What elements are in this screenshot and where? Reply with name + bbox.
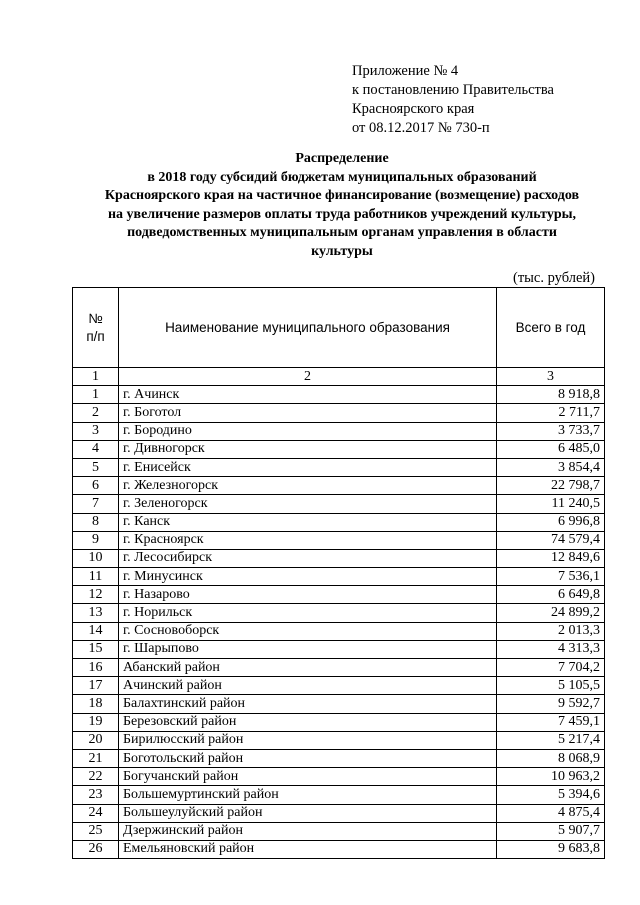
table-row <box>73 768 605 786</box>
table-row <box>73 386 605 404</box>
header-number <box>73 288 119 368</box>
table-row <box>73 677 605 695</box>
row-number: 6 <box>73 477 119 495</box>
table-row <box>73 440 605 458</box>
row-total: 5 217,4 <box>497 731 605 749</box>
row-total: 4 313,3 <box>497 640 605 658</box>
row-total: 6 485,0 <box>497 440 605 458</box>
row-name: Дзержинский район <box>119 822 497 840</box>
table-header-row <box>73 288 605 368</box>
table-row <box>73 586 605 604</box>
row-number: 20 <box>73 731 119 749</box>
title-line: подведомственных муниципальным органам управления в области <box>127 225 557 240</box>
row-total: 8 918,8 <box>497 386 605 404</box>
row-number: 25 <box>73 822 119 840</box>
table-row <box>73 622 605 640</box>
row-name: Березовский район <box>119 713 497 731</box>
row-name: г. Шарыпово <box>119 640 497 658</box>
row-total: 10 963,2 <box>497 768 605 786</box>
appendix-line: от 08.12.2017 № 730-п <box>352 120 490 136</box>
row-name: г. Енисейск <box>119 458 497 476</box>
row-name: г. Боготол <box>119 404 497 422</box>
row-number: 17 <box>73 677 119 695</box>
row-name: Ачинский район <box>119 677 497 695</box>
row-name: Емельяновский район <box>119 840 497 858</box>
row-number: 4 <box>73 440 119 458</box>
row-total: 6 996,8 <box>497 513 605 531</box>
row-name: Боготольский район <box>119 749 497 767</box>
row-total: 24 899,2 <box>497 604 605 622</box>
table-row <box>73 695 605 713</box>
table-row <box>73 568 605 586</box>
column-number: 1 <box>73 368 119 386</box>
row-name: г. Бородино <box>119 422 497 440</box>
row-total: 4 875,4 <box>497 804 605 822</box>
row-name: г. Лесосибирск <box>119 549 497 567</box>
row-name: г. Назарово <box>119 586 497 604</box>
row-name: г. Норильск <box>119 604 497 622</box>
appendix-line: Приложение № 4 <box>352 63 459 79</box>
row-total: 3 733,7 <box>497 422 605 440</box>
row-total: 74 579,4 <box>497 531 605 549</box>
table-row <box>73 495 605 513</box>
table-row <box>73 640 605 658</box>
row-name: г. Сосновоборск <box>119 622 497 640</box>
row-number: 16 <box>73 659 119 677</box>
table-row <box>73 604 605 622</box>
row-number: 8 <box>73 513 119 531</box>
row-name: г. Канск <box>119 513 497 531</box>
appendix-line: к постановлению Правительства <box>352 82 554 98</box>
table-row <box>73 404 605 422</box>
appendix-block <box>352 62 554 138</box>
row-number: 9 <box>73 531 119 549</box>
row-number: 5 <box>73 458 119 476</box>
row-total: 6 649,8 <box>497 586 605 604</box>
row-total: 7 536,1 <box>497 568 605 586</box>
row-number: 26 <box>73 840 119 858</box>
table-row <box>73 786 605 804</box>
row-name: г. Минусинск <box>119 568 497 586</box>
row-number: 1 <box>73 386 119 404</box>
row-total: 3 854,4 <box>497 458 605 476</box>
table-row <box>73 549 605 567</box>
row-name: Большеулуйский район <box>119 804 497 822</box>
row-total: 8 068,9 <box>497 749 605 767</box>
row-number: 2 <box>73 404 119 422</box>
header-total: Всего в год <box>497 288 605 368</box>
row-total: 2 711,7 <box>497 404 605 422</box>
table-row <box>73 513 605 531</box>
table-row <box>73 840 605 858</box>
row-number: 24 <box>73 804 119 822</box>
row-total: 5 394,6 <box>497 786 605 804</box>
header-number-symbol: № <box>88 310 103 326</box>
title-line: Распределение <box>295 151 389 166</box>
row-total: 5 907,7 <box>497 822 605 840</box>
header-number-pp: п/п <box>86 328 105 344</box>
units-label: (тыс. рублей) <box>513 270 595 286</box>
title-line: Красноярского края на частичное финансирование (возмещение) расходов <box>104 188 580 203</box>
appendix-line: Красноярского края <box>352 101 475 117</box>
row-number: 13 <box>73 604 119 622</box>
row-name: Бирилюсский район <box>119 731 497 749</box>
table-row <box>73 659 605 677</box>
row-number: 7 <box>73 495 119 513</box>
title-line: на увеличение размеров оплаты труда работников учреждений культуры, <box>107 206 577 222</box>
table-row <box>73 531 605 549</box>
table-row <box>73 477 605 495</box>
table-row <box>73 731 605 749</box>
header-name: Наименование муниципального образования <box>119 288 497 368</box>
row-name: г. Железногорск <box>119 477 497 495</box>
row-name: г. Красноярск <box>119 531 497 549</box>
row-total: 7 459,1 <box>497 713 605 731</box>
row-number: 3 <box>73 422 119 440</box>
row-total: 9 683,8 <box>497 840 605 858</box>
column-number: 3 <box>497 368 605 386</box>
row-number: 14 <box>73 622 119 640</box>
column-number-row <box>73 368 605 386</box>
row-number: 21 <box>73 749 119 767</box>
table-row <box>73 749 605 767</box>
table-row <box>73 422 605 440</box>
title-line: в 2018 году субсидий бюджетам муниципальных образований <box>147 169 537 185</box>
row-total: 7 704,2 <box>497 659 605 677</box>
row-name: г. Дивногорск <box>119 440 497 458</box>
row-number: 23 <box>73 786 119 804</box>
row-number: 15 <box>73 640 119 658</box>
row-number: 22 <box>73 768 119 786</box>
row-name: Большемуртинский район <box>119 786 497 804</box>
row-number: 19 <box>73 713 119 731</box>
row-total: 11 240,5 <box>497 495 605 513</box>
row-number: 18 <box>73 695 119 713</box>
row-name: Богучанский район <box>119 768 497 786</box>
row-number: 11 <box>73 568 119 586</box>
document-title <box>72 150 612 261</box>
row-number: 12 <box>73 586 119 604</box>
row-name: Абанский район <box>119 659 497 677</box>
subsidy-table <box>72 287 605 859</box>
table-row <box>73 822 605 840</box>
row-name: г. Зеленогорск <box>119 495 497 513</box>
row-total: 9 592,7 <box>497 695 605 713</box>
row-total: 2 013,3 <box>497 622 605 640</box>
row-total: 5 105,5 <box>497 677 605 695</box>
table-row <box>73 713 605 731</box>
row-total: 12 849,6 <box>497 549 605 567</box>
row-number: 10 <box>73 549 119 567</box>
title-line: культуры <box>311 243 373 259</box>
row-name: г. Ачинск <box>119 386 497 404</box>
column-number: 2 <box>119 368 497 386</box>
row-total: 22 798,7 <box>497 477 605 495</box>
table-row <box>73 804 605 822</box>
table-row <box>73 458 605 476</box>
row-name: Балахтинский район <box>119 695 497 713</box>
